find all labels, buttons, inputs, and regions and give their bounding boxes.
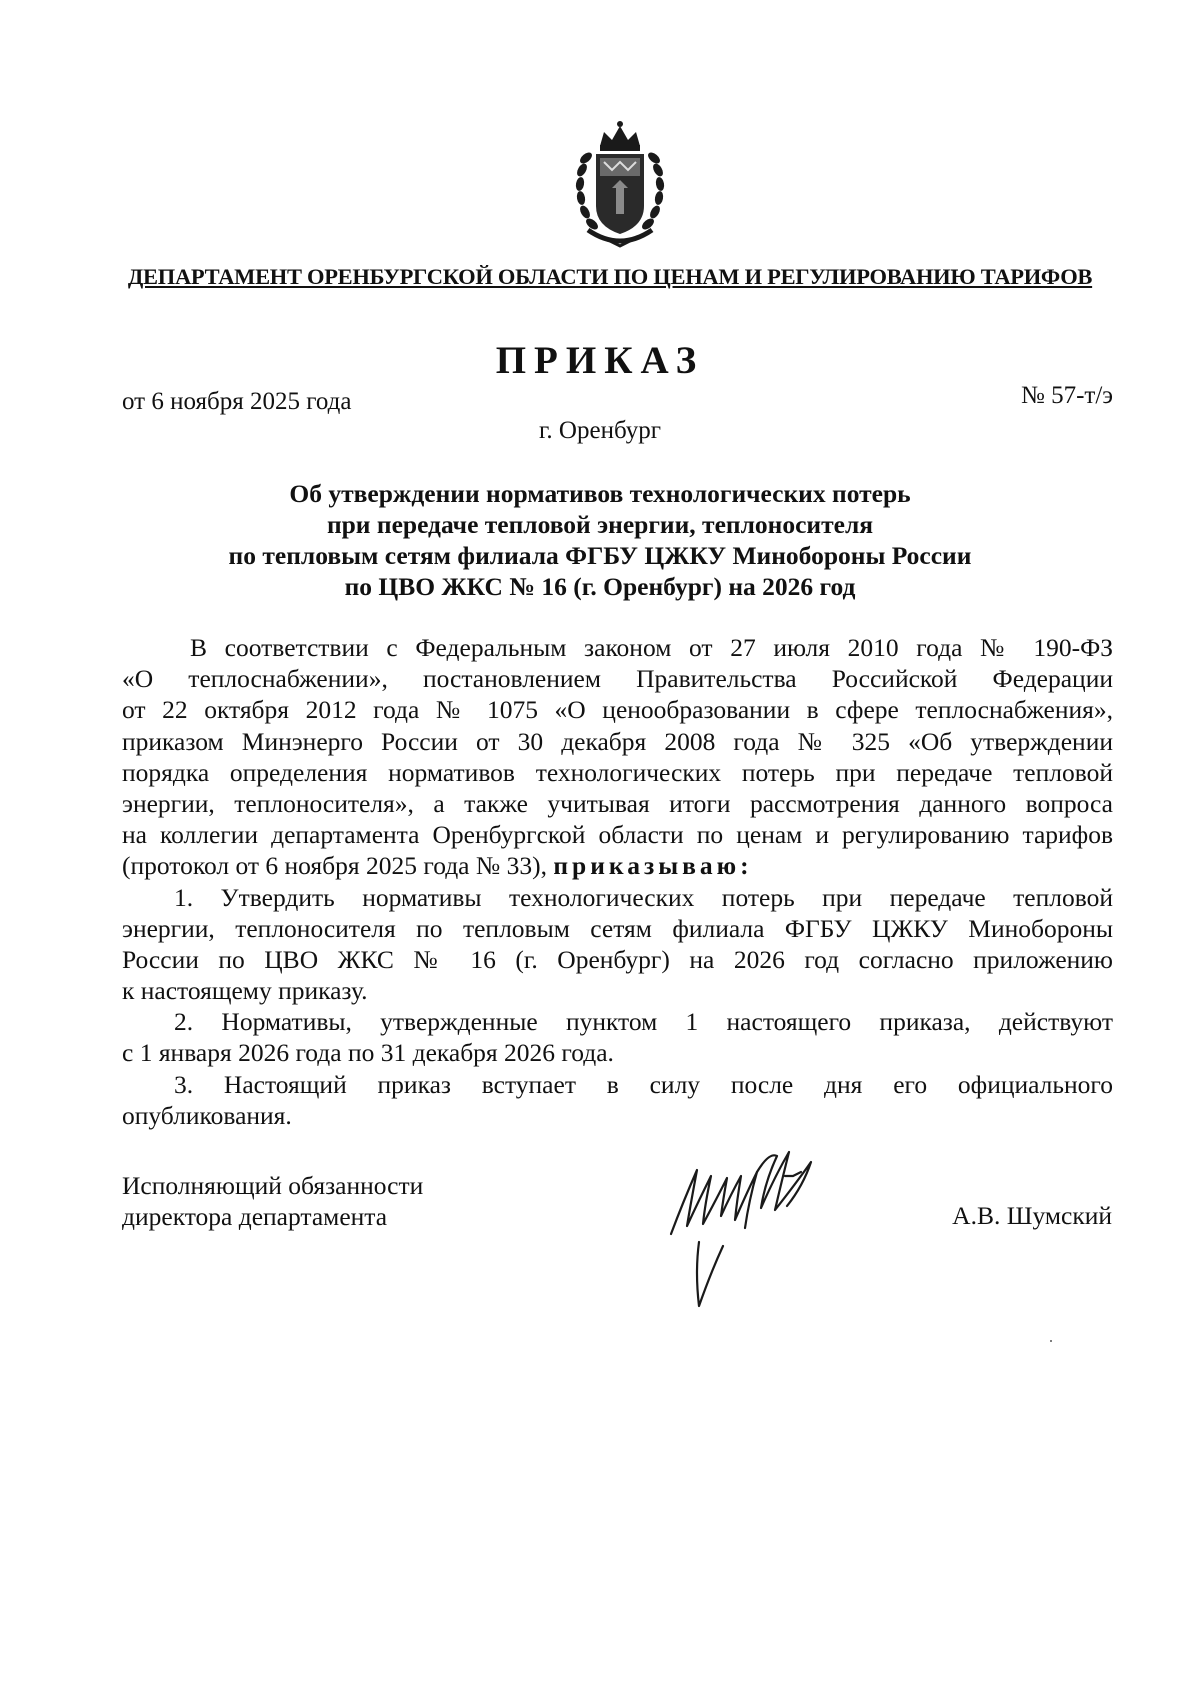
preamble-line: приказом Минэнерго России от 30 декабря 2008 года № 325 «Об утверждении [122, 726, 1113, 756]
item-3-last-line: опубликования. [122, 1100, 292, 1130]
item-3-line: 3. Настоящий приказ вступает в силу после дня его официального [174, 1069, 1113, 1099]
item-2-last-line: с 1 января 2026 года по 31 декабря 2026 года. [122, 1038, 614, 1068]
item-1-line: энергии, теплоносителя по тепловым сетям филиала ФГБУ ЦЖКУ Минобороны [122, 913, 1113, 943]
order-number: № 57-т/э [1020, 382, 1113, 409]
handwritten-signature [665, 1142, 840, 1312]
subject-line: при передаче тепловой энергии, теплоносителя [326, 510, 874, 539]
preamble-line: на коллегии департамента Оренбургской области по ценам и регулированию тарифов [122, 820, 1113, 850]
order-word: приказываю: [553, 851, 753, 881]
item-1-line: России по ЦВО ЖКС № 16 (г. Оренбург) на 2026 год согласно приложению [122, 944, 1113, 974]
department-name: ДЕПАРТАМЕНТ ОРЕНБУРГСКОЙ ОБЛАСТИ ПО ЦЕНАМ И РЕГУЛИРОВАНИЮ ТАРИФОВ [127, 264, 1093, 289]
preamble-line: от 22 октября 2012 года № 1075 «О ценообразовании в сфере теплоснабжения», [122, 695, 1113, 725]
subject-line: по ЦВО ЖКС № 16 (г. Оренбург) на 2026 год [344, 572, 856, 601]
position-line: директора департамента [122, 1202, 388, 1231]
preamble-line: «О теплоснабжении», постановлением Правительства Российской Федерации [122, 664, 1113, 694]
coat-of-arms-emblem [560, 118, 680, 256]
order-body [122, 632, 1113, 1131]
preamble-last-line [122, 850, 1113, 881]
subject-line: по тепловым сетям филиала ФГБУ ЦЖКУ Минобороны России [228, 541, 972, 570]
signatory-position [122, 1170, 423, 1232]
position-line: Исполняющий обязанности [122, 1171, 424, 1200]
preamble-line: порядка определения нормативов технологических потерь при передаче тепловой [122, 757, 1113, 787]
scan-speck [1050, 1340, 1052, 1342]
document-title: ПРИКАЗ [495, 339, 705, 382]
signatory-name: А.В. Шумский [952, 1201, 1112, 1230]
preamble-last-text: (протокол от 6 ноября 2025 года № 33), [122, 851, 547, 881]
order-date: от 6 ноября 2025 года [122, 388, 352, 415]
preamble-line: В соответствии с Федеральным законом от 27 июля 2010 года № 190-ФЗ [190, 633, 1113, 662]
item-2-line: 2. Нормативы, утвержденные пунктом 1 настоящего приказа, действуют [174, 1007, 1113, 1037]
item-1-last-line: к настоящему приказу. [122, 976, 368, 1006]
subject-line: Об утверждении нормативов технологических потерь [289, 479, 911, 508]
preamble-line: энергии, теплоносителя», а также учитывая итоги рассмотрения данного вопроса [122, 788, 1113, 818]
item-1-line: 1. Утвердить нормативы технологических потерь при передаче тепловой [174, 882, 1113, 912]
order-subject [100, 478, 1100, 602]
order-city: г. Оренбург [539, 417, 661, 444]
